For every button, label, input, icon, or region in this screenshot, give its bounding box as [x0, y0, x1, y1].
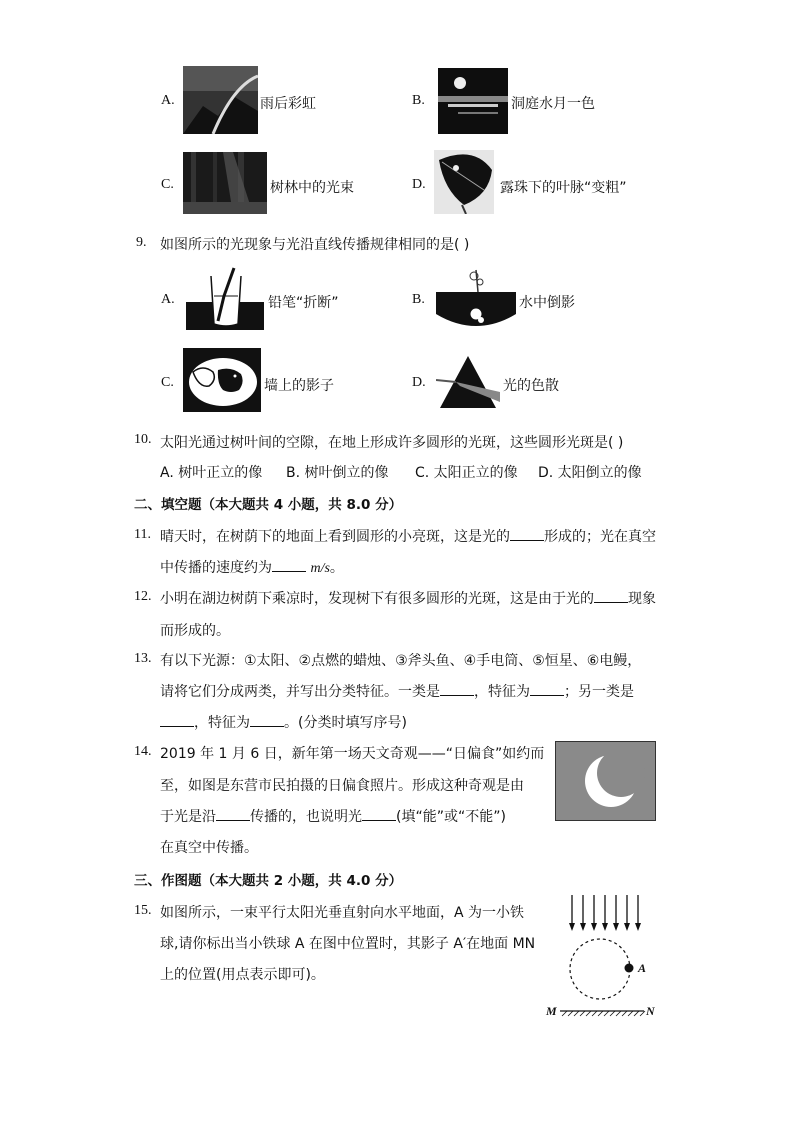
ball-label-a: A	[638, 961, 647, 975]
q9-stem: 如图所示的光现象与光沿直线传播规律相同的是( )	[160, 237, 470, 253]
q10-option-d: D. 太阳倒立的像	[538, 465, 642, 481]
q13-blank-1[interactable]	[440, 683, 474, 696]
q14-line-2: 至，如图是东营市民拍摄的日偏食照片。形成这种奇观是由	[160, 778, 524, 794]
q12-line-2: 而形成的。	[160, 623, 230, 639]
q8-option-b-letter: B.	[412, 93, 425, 108]
q14-line-4: 在真空中传播。	[160, 840, 258, 856]
water-reflection-image	[436, 266, 516, 330]
q11-text-1a: 晴天时，在树荫下的地面上看到圆形的小亮斑，这是光的	[160, 529, 510, 545]
q13-blank-4[interactable]	[250, 714, 284, 727]
iron-ball-a	[625, 964, 634, 973]
q14-text-3b: 传播的，也说明光	[250, 809, 362, 825]
section-3-heading: 三、作图题（本大题共 2 小题，共 4.0 分）	[134, 873, 403, 889]
q15-line-2: 球,请你标出当小铁球 A 在图中位置时，其影子 A′在地面 MN	[160, 936, 536, 952]
q14-line-1: 2019 年 1 月 6 日，新年第一场天文奇观——“日偏食”如约而	[160, 746, 545, 762]
forest-light-image	[183, 152, 267, 214]
q8-option-d-caption: 露珠下的叶脉“变粗”	[500, 180, 627, 196]
q8-option-c-caption: 树林中的光束	[270, 180, 354, 196]
q15-number: 15.	[134, 903, 152, 918]
dewdrop-leaf-image	[434, 150, 494, 214]
q11-text-1b: 形成的；光在真空	[544, 529, 656, 545]
hand-shadow-image	[183, 348, 261, 412]
q13-line-3	[160, 712, 407, 732]
dashed-orbit-circle	[570, 939, 630, 999]
q11-number: 11.	[134, 527, 151, 542]
q9-option-a-caption: 铅笔“折断”	[268, 295, 339, 311]
q10-number: 10.	[134, 432, 152, 447]
q11-line-2	[160, 557, 344, 577]
ground-label-m: M	[546, 1004, 557, 1018]
q12-line-1	[160, 588, 656, 608]
q10-stem: 太阳光通过树叶间的空隙，在地上形成许多圆形的光斑，这些圆形光斑是( )	[160, 435, 624, 451]
q13-number: 13.	[134, 651, 152, 666]
q15-line-1: 如图所示，一束平行太阳光垂直射向水平地面，A 为一小铁	[160, 905, 525, 921]
q12-text-1a: 小明在湖边树荫下乘凉时，发现树下有很多圆形的光斑，这是由于光的	[160, 591, 594, 607]
q8-option-c-letter: C.	[161, 177, 174, 192]
q13-blank-2[interactable]	[530, 683, 564, 696]
ground-label-n: N	[646, 1004, 655, 1018]
q11-line-1	[160, 526, 656, 546]
q9-option-c-letter: C.	[161, 375, 174, 390]
prism-dispersion-image	[436, 352, 500, 412]
q11-unit: m/s	[310, 561, 330, 576]
q10-option-c: C. 太阳正立的像	[415, 465, 518, 481]
q9-option-b-letter: B.	[412, 292, 425, 307]
q8-option-d-letter: D.	[412, 177, 426, 192]
q9-number: 9.	[136, 235, 147, 250]
q10-option-a: A. 树叶正立的像	[160, 465, 263, 481]
q8-option-a-caption: 雨后彩虹	[260, 96, 316, 112]
q13-line-1: 有以下光源：①太阳、②点燃的蜡烛、③斧头鱼、④手电筒、⑤恒星、⑥电鳗，	[160, 653, 642, 669]
q9-option-d-caption: 光的色散	[503, 378, 559, 394]
q9-option-d-letter: D.	[412, 375, 426, 390]
q14-line-3	[160, 806, 506, 826]
q14-text-3a: 于光是沿	[160, 809, 216, 825]
q11-text-2b: 。	[329, 560, 344, 576]
q13-text-2a: 请将它们分成两类，并写出分类特征。一类是	[160, 684, 440, 700]
section-2-heading: 二、填空题（本大题共 4 小题，共 8.0 分）	[134, 497, 403, 513]
q12-text-1b: 现象	[628, 591, 656, 607]
q9-option-a-letter: A.	[161, 292, 175, 307]
q8-option-b-caption: 洞庭水月一色	[511, 96, 595, 112]
q13-text-2b: ，特征为	[474, 684, 530, 700]
q10-option-b: B. 树叶倒立的像	[286, 465, 389, 481]
sunlight-ball-diagram	[540, 893, 658, 1023]
partial-eclipse-image	[555, 741, 656, 821]
q13-line-2	[160, 681, 634, 701]
pencil-in-water-image	[186, 266, 264, 330]
q12-number: 12.	[134, 589, 152, 604]
q9-option-c-caption: 墙上的影子	[264, 378, 334, 394]
q11-blank-2[interactable]	[272, 559, 306, 572]
q13-text-3b: 。(分类时填写序号)	[284, 715, 407, 731]
q13-blank-3[interactable]	[160, 714, 194, 727]
moon-lake-image	[438, 68, 508, 134]
q14-blank-1[interactable]	[216, 808, 250, 821]
q9-option-b-caption: 水中倒影	[519, 295, 575, 311]
q14-text-3c: (填“能”或“不能”)	[396, 809, 506, 825]
rainbow-image	[183, 66, 258, 134]
q14-blank-2[interactable]	[362, 808, 396, 821]
q12-blank-1[interactable]	[594, 590, 628, 603]
q13-text-3a: ，特征为	[194, 715, 250, 731]
q11-blank-1[interactable]	[510, 528, 544, 541]
q13-text-2c: ；另一类是	[564, 684, 634, 700]
q8-option-a-letter: A.	[161, 93, 175, 108]
q14-number: 14.	[134, 744, 152, 759]
q15-line-3: 上的位置(用点表示即可)。	[160, 967, 325, 983]
q11-text-2a: 中传播的速度约为	[160, 560, 272, 576]
